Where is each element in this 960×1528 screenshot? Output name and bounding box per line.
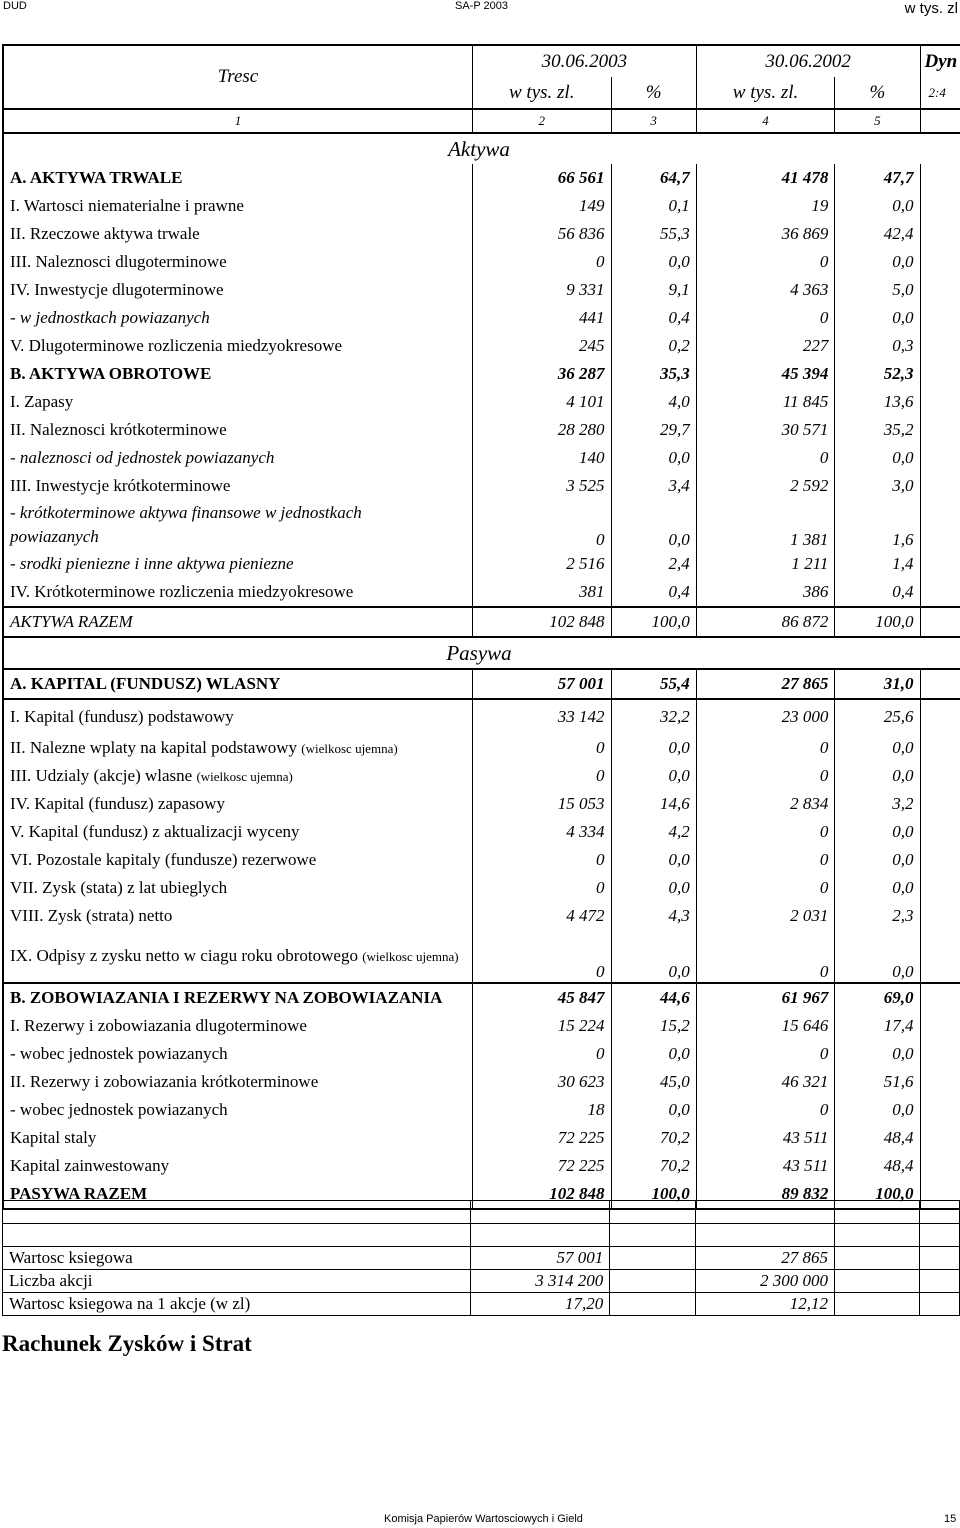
section-title: Rachunek Zysków i Strat <box>2 1331 252 1356</box>
pct-2002-value: 0,4 <box>835 578 920 607</box>
value-2003: 30 623 <box>472 1068 611 1096</box>
pct-2002-value: 51,6 <box>835 1068 920 1096</box>
row-label-text: II. Nalezne wplaty na kapital podstawowy <box>10 738 298 757</box>
value-2003: 28 280 <box>472 416 611 444</box>
value-2003: 0 <box>472 874 611 902</box>
row-label <box>3 930 472 983</box>
ratio-label: 2:4 <box>920 77 960 109</box>
value-2003: 381 <box>472 578 611 607</box>
row-label: I. Kapital (fundusz) podstawowy <box>10 707 234 726</box>
pct-2003-value: 0,0 <box>611 1040 696 1068</box>
table-row <box>3 550 960 578</box>
pct-2002-value: 0,0 <box>835 304 920 332</box>
value-2002: 386 <box>696 578 835 607</box>
value-2002: 1 211 <box>696 550 835 578</box>
pct-2003-value: 14,6 <box>611 790 696 818</box>
value-2002: 43 511 <box>696 1152 835 1180</box>
value-2002: 12,12 <box>695 1293 834 1316</box>
pct-2003-value: 15,2 <box>611 1012 696 1040</box>
value-2002: 0 <box>696 1096 835 1124</box>
value-2003: 72 225 <box>472 1152 611 1180</box>
value-2002: 61 967 <box>696 983 835 1012</box>
pct-2003: % <box>611 77 696 109</box>
pct-2003-value: 0,4 <box>611 578 696 607</box>
table-row <box>3 902 960 930</box>
value-2002: 2 031 <box>696 902 835 930</box>
pct-2002-value: 48,4 <box>835 1124 920 1152</box>
value-2003: 33 142 <box>472 699 611 734</box>
pct-2002-value: 100,0 <box>835 607 920 637</box>
value-2002: 11 845 <box>696 388 835 416</box>
value-2003: 4 472 <box>472 902 611 930</box>
value-2002: 4 363 <box>696 276 835 304</box>
column-head-2002: 30.06.2002 <box>696 45 920 77</box>
pct-2002-value: 17,4 <box>835 1012 920 1040</box>
pct-2002-value: 31,0 <box>835 669 920 699</box>
pct-2002: % <box>835 77 920 109</box>
pct-2003-value: 0,0 <box>611 444 696 472</box>
table-row <box>3 790 960 818</box>
value-2003: 4 334 <box>472 818 611 846</box>
row-label: PASYWA RAZEM <box>3 1180 472 1209</box>
row-label: I. Zapasy <box>10 392 74 411</box>
value-2002: 15 646 <box>696 1012 835 1040</box>
pct-2003-value: 0,0 <box>611 1096 696 1124</box>
row-label-text: IX. Odpisy z zysku netto w ciagu roku obrotowego <box>10 945 358 965</box>
row-note: (wielkosc ujemna) <box>301 741 398 756</box>
row-label: V. Dlugoterminowe rozliczenia miedzyokresowe <box>10 336 343 355</box>
value-2003: 102 848 <box>472 1180 611 1209</box>
header-row-numbers <box>3 109 960 133</box>
pct-2002-value: 0,0 <box>835 192 920 220</box>
table-row <box>3 304 960 332</box>
column-head-tresc: Tresc <box>217 66 259 87</box>
row-note: (wielkosc ujemna) <box>362 948 459 964</box>
value-2003: 102 848 <box>472 607 611 637</box>
pct-2002-value: 0,0 <box>835 1096 920 1124</box>
value-2002: 227 <box>696 332 835 360</box>
table-row <box>3 472 960 500</box>
value-2002: 46 321 <box>696 1068 835 1096</box>
row-label-text: III. Udzialy (akcje) wlasne <box>10 766 193 785</box>
value-2003: 3 314 200 <box>470 1270 609 1293</box>
row-label: - srodki pieniezne i inne aktywa pieniezne <box>10 554 294 573</box>
row-label: VII. Zysk (stata) z lat ubieglych <box>10 878 228 897</box>
row-label: I. Wartosci niematerialne i prawne <box>10 196 244 215</box>
value-2002: 43 511 <box>696 1124 835 1152</box>
table-row-total <box>3 607 960 637</box>
section-pasywa <box>3 637 960 669</box>
pct-2003-value: 32,2 <box>611 699 696 734</box>
row-label: V. Kapital (fundusz) z aktualizacji wyceny <box>10 822 300 841</box>
pct-2002-value: 69,0 <box>835 983 920 1012</box>
table-row <box>3 444 960 472</box>
table-row <box>3 669 960 699</box>
table-row <box>3 983 960 1012</box>
blank-row <box>3 1224 960 1247</box>
pct-2003-value: 4,2 <box>611 818 696 846</box>
table-row <box>3 930 960 983</box>
value-2003: 9 331 <box>472 276 611 304</box>
table-row <box>3 1096 960 1124</box>
row-label: Kapital staly <box>10 1128 97 1147</box>
value-2003: 0 <box>472 1040 611 1068</box>
row-label: I. Rezerwy i zobowiazania dlugoterminowe <box>10 1016 307 1035</box>
row-label: A. AKTYWA TRWALE <box>10 168 183 187</box>
value-2003: 149 <box>472 192 611 220</box>
pct-2002-value: 0,0 <box>835 444 920 472</box>
row-label: II. Rzeczowe aktywa trwale <box>10 224 200 243</box>
pct-2003-value: 9,1 <box>611 276 696 304</box>
value-2002: 0 <box>696 734 835 762</box>
value-2003: 0 <box>472 500 611 550</box>
table-row <box>3 360 960 388</box>
table-row <box>3 500 960 550</box>
pct-2002-value: 1,4 <box>835 550 920 578</box>
header-row-periods <box>3 45 960 77</box>
pct-2003-value: 0,0 <box>611 846 696 874</box>
col-num-2: 2 <box>472 109 611 133</box>
row-label: - wobec jednostek powiazanych <box>10 1044 228 1063</box>
value-2003: 0 <box>472 846 611 874</box>
value-2003: 2 516 <box>472 550 611 578</box>
value-2003: 0 <box>472 248 611 276</box>
table-row <box>3 762 960 790</box>
pct-2003-value: 0,0 <box>611 762 696 790</box>
row-label: III. Naleznosci dlugoterminowe <box>10 252 227 271</box>
table-row <box>3 1247 960 1270</box>
pct-2003-value: 55,3 <box>611 220 696 248</box>
column-head-dyn: Dyn <box>920 45 960 77</box>
value-2003: 36 287 <box>472 360 611 388</box>
pct-2003-value: 3,4 <box>611 472 696 500</box>
table-row <box>3 1293 960 1316</box>
pct-2003-value: 64,7 <box>611 164 696 192</box>
table-row <box>3 734 960 762</box>
value-2002: 2 300 000 <box>695 1270 834 1293</box>
header-left: DUD <box>3 0 27 12</box>
pct-2002-value: 2,3 <box>835 902 920 930</box>
value-2002: 2 592 <box>696 472 835 500</box>
value-2002: 0 <box>696 930 835 983</box>
pct-2002-value: 0,0 <box>835 930 920 983</box>
pct-2003-value: 0,0 <box>611 500 696 550</box>
pct-2003-value: 4,0 <box>611 388 696 416</box>
pct-2003-value: 29,7 <box>611 416 696 444</box>
row-label: B. AKTYWA OBROTOWE <box>10 364 212 383</box>
value-2002: 0 <box>696 304 835 332</box>
pct-2002-value: 52,3 <box>835 360 920 388</box>
value-2003: 15 224 <box>472 1012 611 1040</box>
table-row <box>3 1040 960 1068</box>
row-label: IV. Krótkoterminowe rozliczenia miedzyokresowe <box>10 582 354 601</box>
pct-2002-value: 48,4 <box>835 1152 920 1180</box>
value-2003: 66 561 <box>472 164 611 192</box>
pct-2003-value: 44,6 <box>611 983 696 1012</box>
footer-center: Komisja Papierów Wartosciowych i Gield <box>384 1513 583 1525</box>
table-row <box>3 1152 960 1180</box>
pct-2002-value: 3,0 <box>835 472 920 500</box>
value-2003: 57 001 <box>470 1247 609 1270</box>
table-row <box>3 1012 960 1040</box>
row-label: VI. Pozostale kapitaly (fundusze) rezerwowe <box>10 850 317 869</box>
table-row <box>3 164 960 192</box>
table-row <box>3 699 960 734</box>
pct-2003-value: 0,4 <box>611 304 696 332</box>
row-label: Liczba akcji <box>3 1270 471 1293</box>
pct-2002-value: 25,6 <box>835 699 920 734</box>
row-label: B. ZOBOWIAZANIA I REZERWY NA ZOBOWIAZANIA <box>3 983 472 1012</box>
row-label: - wobec jednostek powiazanych <box>10 1100 228 1119</box>
pct-2003-value: 0,0 <box>611 874 696 902</box>
value-2002: 0 <box>696 248 835 276</box>
value-2002: 27 865 <box>696 669 835 699</box>
value-2002: 41 478 <box>696 164 835 192</box>
table-row <box>3 276 960 304</box>
value-2002: 27 865 <box>695 1247 834 1270</box>
value-2003: 245 <box>472 332 611 360</box>
table-row <box>3 818 960 846</box>
value-2003: 72 225 <box>472 1124 611 1152</box>
value-2003: 0 <box>472 762 611 790</box>
pct-2003-value: 35,3 <box>611 360 696 388</box>
section-aktywa-label: Aktywa <box>448 136 510 161</box>
row-label: - w jednostkach powiazanych <box>10 308 210 327</box>
col-num-5: 5 <box>835 109 920 133</box>
pct-2003-value: 45,0 <box>611 1068 696 1096</box>
value-2003: 140 <box>472 444 611 472</box>
value-2003: 15 053 <box>472 790 611 818</box>
value-2003: 18 <box>472 1096 611 1124</box>
blank-row <box>3 1201 960 1224</box>
row-label: III. Inwestycje krótkoterminowe <box>10 476 231 495</box>
pct-2003-value: 0,0 <box>611 930 696 983</box>
value-2002: 86 872 <box>696 607 835 637</box>
value-2002: 19 <box>696 192 835 220</box>
row-label: II. Naleznosci krótkoterminowe <box>10 420 227 439</box>
value-2003: 0 <box>472 734 611 762</box>
pct-2002-value: 0,0 <box>835 874 920 902</box>
value-2003: 3 525 <box>472 472 611 500</box>
table-row <box>3 578 960 607</box>
pct-2003-value: 2,4 <box>611 550 696 578</box>
pct-2002-value: 42,4 <box>835 220 920 248</box>
pct-2002-value: 0,0 <box>835 762 920 790</box>
table-row <box>3 1270 960 1293</box>
table-row <box>3 332 960 360</box>
row-label <box>3 734 472 762</box>
table-row <box>3 416 960 444</box>
table-row <box>3 874 960 902</box>
pct-2002-value: 35,2 <box>835 416 920 444</box>
row-label <box>3 762 472 790</box>
value-2003: 4 101 <box>472 388 611 416</box>
value-2002: 30 571 <box>696 416 835 444</box>
value-2002: 0 <box>696 1040 835 1068</box>
page-number: 15 <box>944 1513 957 1525</box>
row-label: Kapital zainwestowany <box>10 1156 170 1175</box>
pct-2003-value: 55,4 <box>611 669 696 699</box>
value-2003: 17,20 <box>470 1293 609 1316</box>
value-2002: 0 <box>696 846 835 874</box>
pct-2003-value: 4,3 <box>611 902 696 930</box>
value-2002: 0 <box>696 874 835 902</box>
pct-2002-value: 0,0 <box>835 734 920 762</box>
balance-sheet-table <box>2 44 960 1210</box>
value-2002: 36 869 <box>696 220 835 248</box>
section-aktywa <box>3 133 960 164</box>
header-right: w tys. zl <box>904 0 958 17</box>
value-2003: 56 836 <box>472 220 611 248</box>
pct-2002-value: 47,7 <box>835 164 920 192</box>
value-2002: 89 832 <box>696 1180 835 1209</box>
pct-2003-value: 70,2 <box>611 1124 696 1152</box>
pct-2002-value: 0,0 <box>835 818 920 846</box>
pct-2002-value: 3,2 <box>835 790 920 818</box>
col-num-3: 3 <box>611 109 696 133</box>
pct-2002-value: 13,6 <box>835 388 920 416</box>
value-2002: 1 381 <box>696 500 835 550</box>
pct-2003-value: 100,0 <box>611 1180 696 1209</box>
row-label: Wartosc ksiegowa <box>3 1247 471 1270</box>
pct-2003-value: 0,2 <box>611 332 696 360</box>
row-note: (wielkosc ujemna) <box>196 769 293 784</box>
pct-2002-value: 0,0 <box>835 248 920 276</box>
table-row <box>3 1124 960 1152</box>
table-row <box>3 846 960 874</box>
row-label: - krótkoterminowe aktywa finansowe w jednostkach powiazanych <box>10 503 362 546</box>
row-label: IV. Inwestycje dlugoterminowe <box>10 280 224 299</box>
table-row <box>3 388 960 416</box>
pct-2002-value: 0,3 <box>835 332 920 360</box>
table-row <box>3 192 960 220</box>
row-label: VIII. Zysk (strata) netto <box>10 906 173 925</box>
table-row <box>3 248 960 276</box>
value-2002: 23 000 <box>696 699 835 734</box>
value-2002: 45 394 <box>696 360 835 388</box>
column-head-2003: 30.06.2003 <box>472 45 696 77</box>
value-2003: 441 <box>472 304 611 332</box>
pct-2003-value: 0,0 <box>611 734 696 762</box>
col-num-1: 1 <box>3 109 472 133</box>
value-2003: 45 847 <box>472 983 611 1012</box>
pct-2003-value: 0,1 <box>611 192 696 220</box>
col-num-4: 4 <box>696 109 835 133</box>
value-2002: 0 <box>696 818 835 846</box>
header-center: SA-P 2003 <box>455 0 509 12</box>
pct-2003-value: 0,0 <box>611 248 696 276</box>
pct-2002-value: 1,6 <box>835 500 920 550</box>
row-label: IV. Kapital (fundusz) zapasowy <box>10 794 225 813</box>
section-pasywa-label: Pasywa <box>3 637 960 669</box>
row-label: Wartosc ksiegowa na 1 akcje (w zl) <box>3 1293 471 1316</box>
row-label: AKTYWA RAZEM <box>3 607 472 637</box>
row-label: A. KAPITAL (FUNDUSZ) WLASNY <box>3 669 472 699</box>
pct-2002-value: 100,0 <box>835 1180 920 1209</box>
table-row <box>3 1068 960 1096</box>
value-2002: 0 <box>696 444 835 472</box>
value-2002: 2 834 <box>696 790 835 818</box>
pct-2003-value: 70,2 <box>611 1152 696 1180</box>
pct-2002-value: 0,0 <box>835 846 920 874</box>
table-row <box>3 220 960 248</box>
value-2003: 57 001 <box>472 669 611 699</box>
unit-2002: w tys. zl. <box>696 77 835 109</box>
value-2002: 0 <box>696 762 835 790</box>
pct-2003-value: 100,0 <box>611 607 696 637</box>
row-label: II. Rezerwy i zobowiazania krótkoterminowe <box>10 1072 319 1091</box>
book-value-table <box>2 1200 960 1316</box>
pct-2002-value: 0,0 <box>835 1040 920 1068</box>
unit-2003: w tys. zl. <box>472 77 611 109</box>
pct-2002-value: 5,0 <box>835 276 920 304</box>
row-label: - naleznosci od jednostek powiazanych <box>10 448 275 467</box>
value-2003: 0 <box>472 930 611 983</box>
